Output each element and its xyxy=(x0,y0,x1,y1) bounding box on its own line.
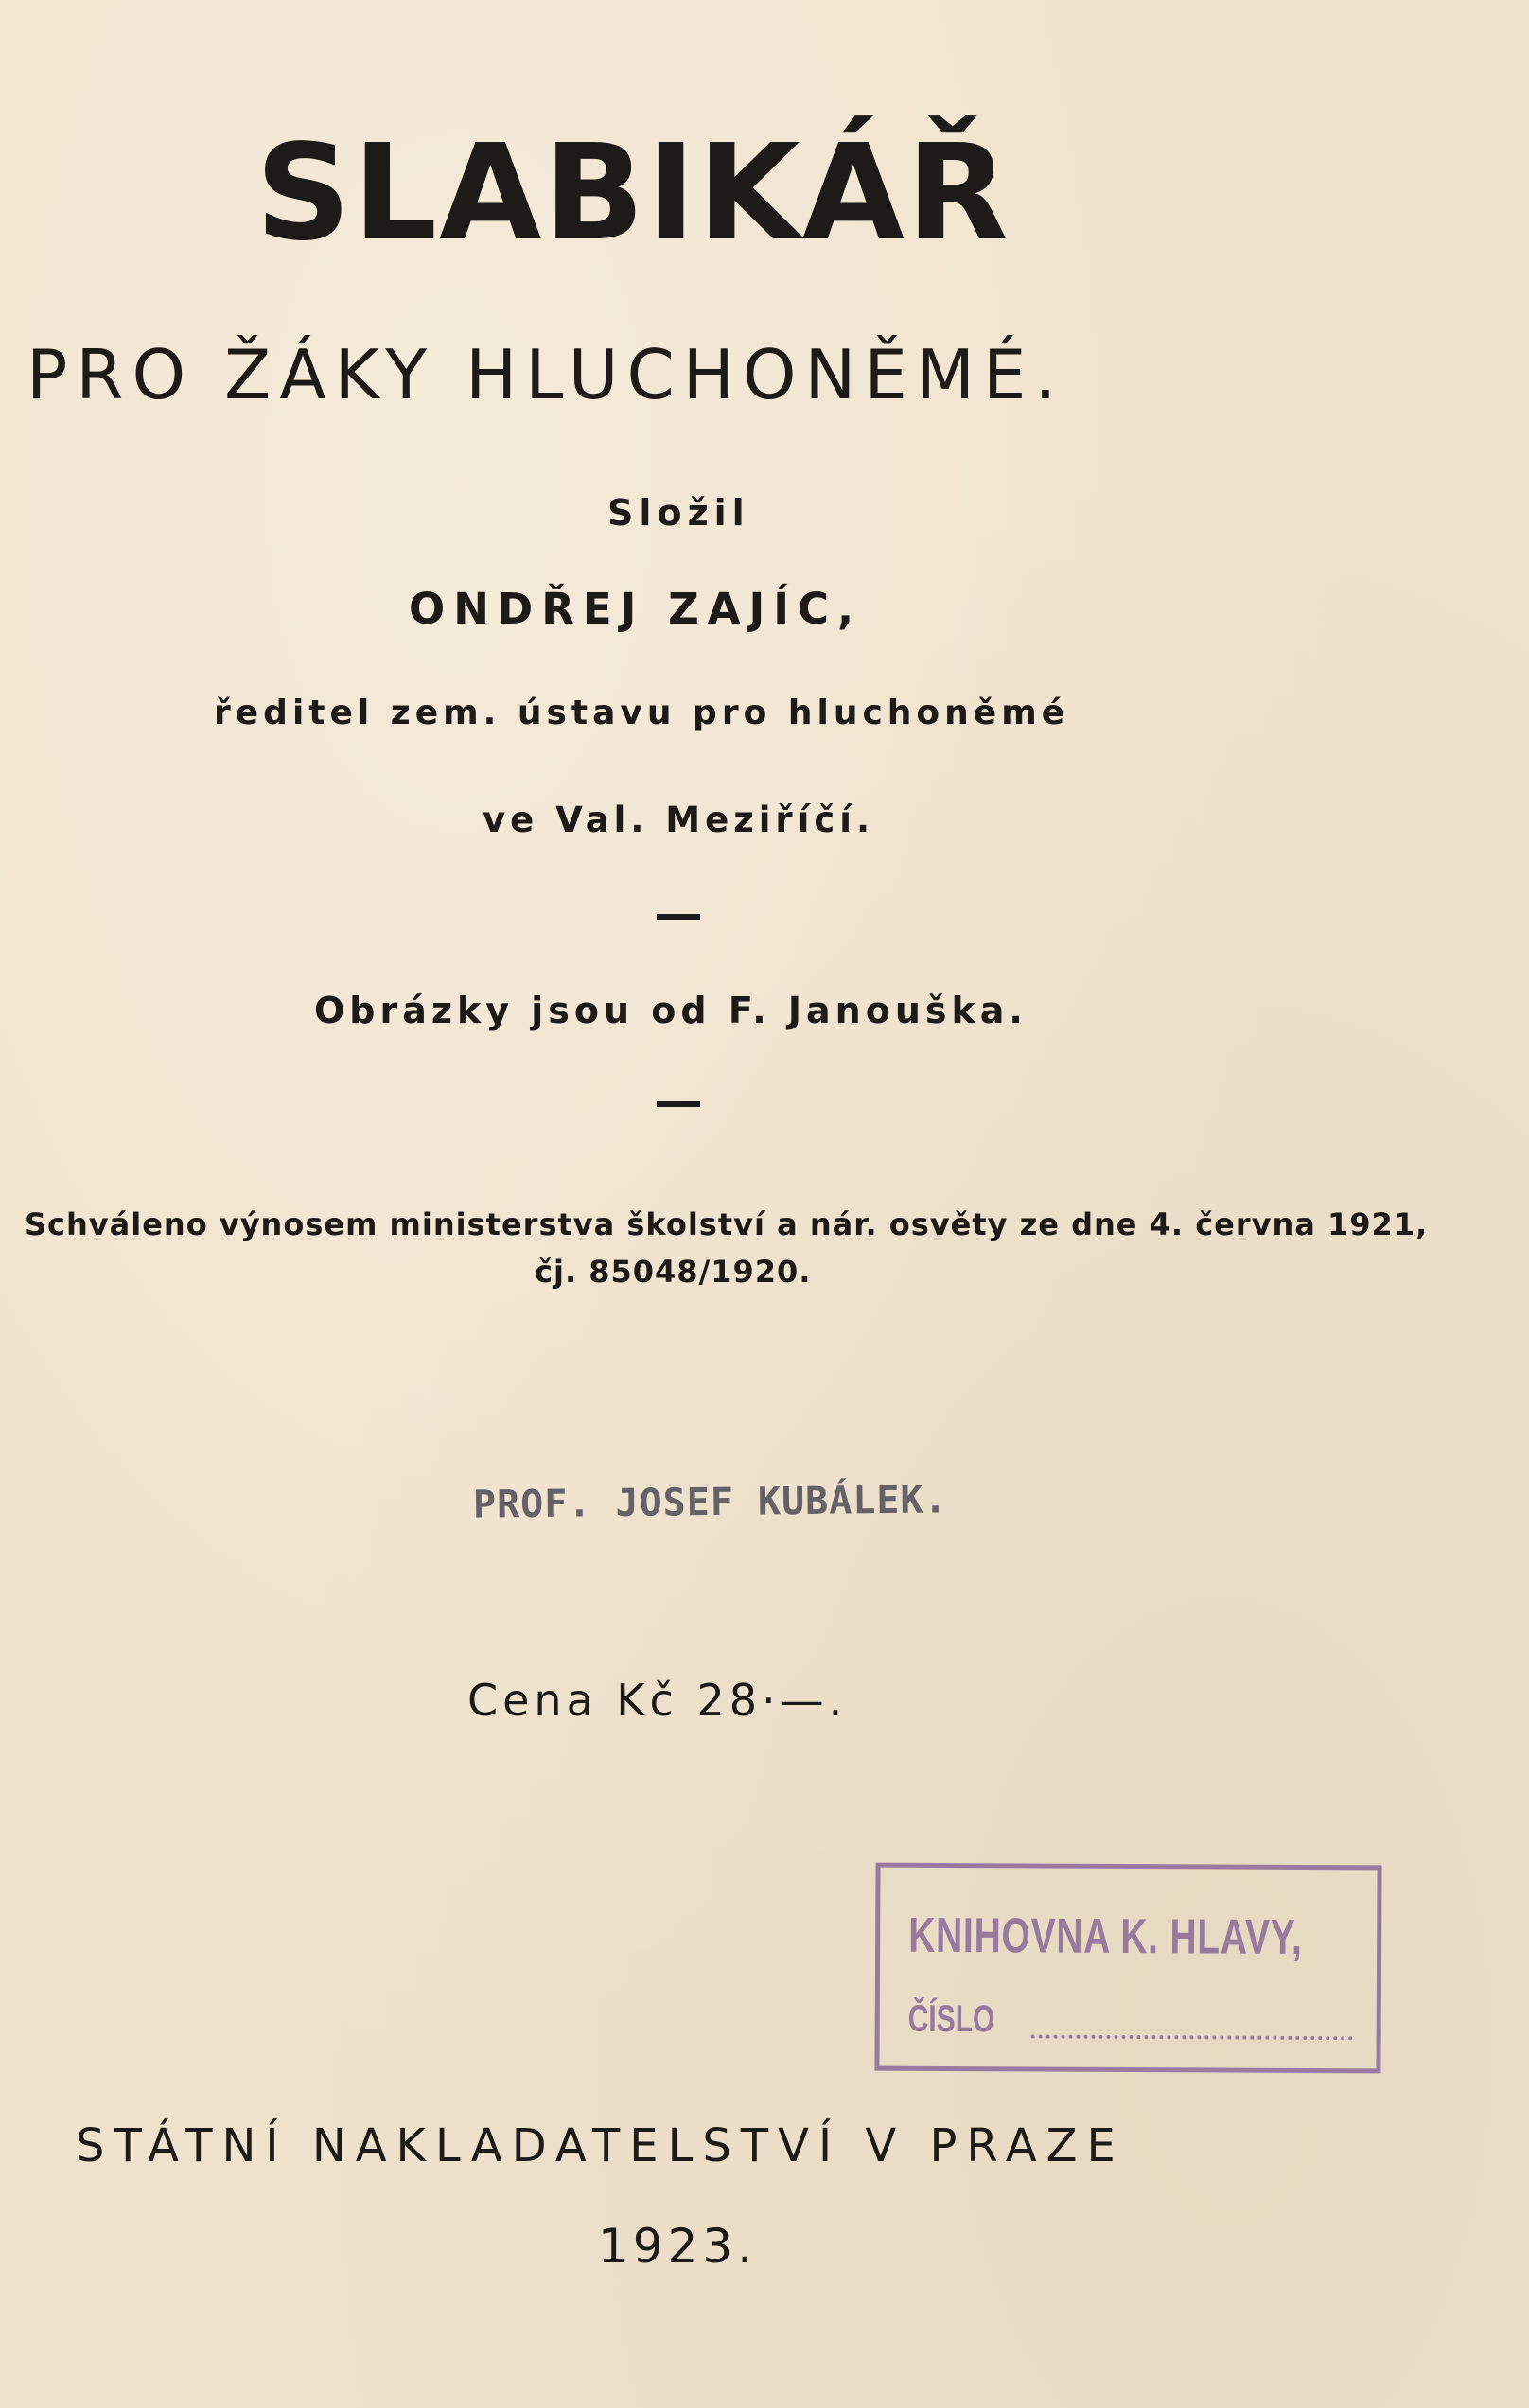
book-title: SLABIKÁŘ xyxy=(255,116,1011,271)
library-stamp xyxy=(874,1863,1381,2074)
divider-dash xyxy=(657,914,700,920)
publication-year: 1923. xyxy=(598,2219,758,2274)
publisher: STÁTNÍ NAKLADATELSTVÍ V PRAZE xyxy=(76,2119,1125,2172)
composed-by-label: Složil xyxy=(607,492,750,534)
divider-dash xyxy=(657,1101,700,1107)
approval-reference: čj. 85048/1920. xyxy=(535,1254,812,1290)
library-stamp-number-line xyxy=(1031,2034,1353,2040)
owner-stamp: PROF. JOSEF KUBÁLEK. xyxy=(472,1478,948,1527)
library-stamp-title: KNIHOVNA K. HLAVY, xyxy=(908,1907,1303,1965)
illustrations-credit: Obrázky jsou od F. Janouška. xyxy=(314,990,1028,1031)
book-subtitle: PRO ŽÁKY HLUCHONĚMÉ. xyxy=(26,335,1065,414)
library-stamp-number-label: ČÍSLO xyxy=(907,1997,995,2041)
author-place: ve Val. Meziříčí. xyxy=(483,800,875,840)
price: Cena Kč 28·—. xyxy=(467,1675,848,1726)
author-name: ONDŘEJ ZAJÍC, xyxy=(409,584,863,634)
author-position: ředitel zem. ústavu pro hluchoněmé xyxy=(214,694,1070,732)
approval-note: Schváleno výnosem ministerstva školství a nár. osvěty ze dne 4. června 1921, xyxy=(25,1206,1429,1242)
